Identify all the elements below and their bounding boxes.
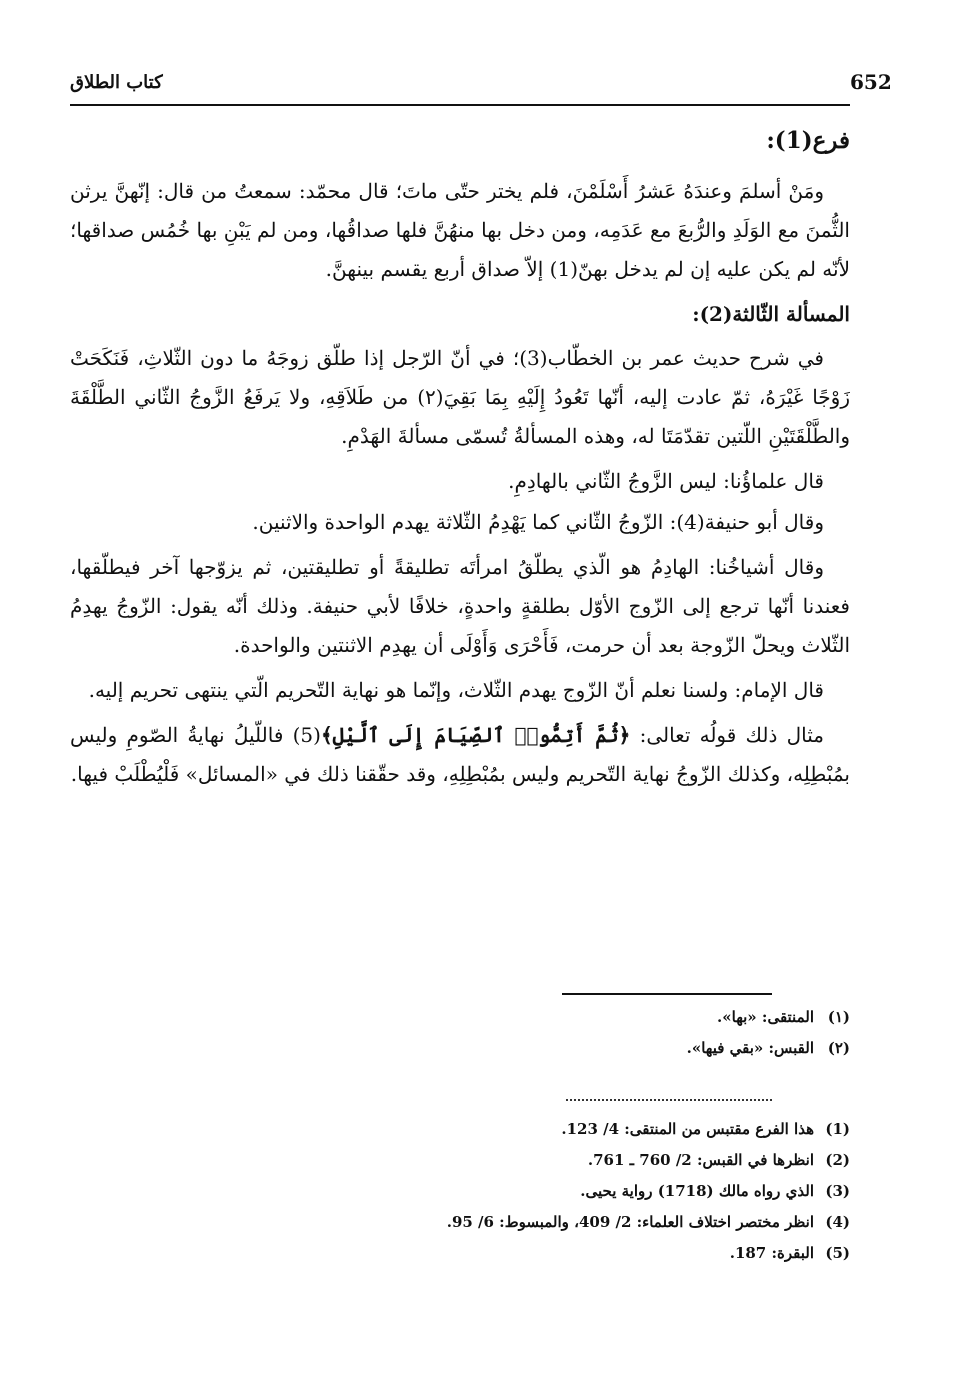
footnote-row — [70, 1244, 850, 1275]
footnote-number: (١) — [827, 1008, 850, 1026]
paragraph-7-start: مثال ذلك قولُه تعالى: — [630, 723, 824, 747]
footnote-text: هذا الفرع مقتبس من المنتقى: 4/ 123. — [561, 1120, 814, 1138]
footnote-number: (1) — [825, 1120, 850, 1138]
footnote-dotted-rule — [566, 1099, 772, 1101]
paragraph-7-end: (5) فاللّيلُ نهايةُ الصّومِ وليس بمُبْطِلِه، وكذلك الزّوجُ نهاية التّحريم وليس بمُبْطِلِهِ، وقد حقّقنا ذلك في «المسائل» فَلْيُطْلَبْ فيها. — [70, 723, 850, 786]
footnote-row — [70, 1213, 850, 1244]
footnote-text: الذي رواه مالك (1718) رواية يحيى. — [580, 1182, 814, 1200]
section-heading-far: فرع(1): — [766, 127, 850, 154]
footnote-row — [70, 1151, 850, 1182]
header-rule — [70, 104, 850, 106]
footnote-number: (2) — [825, 1151, 850, 1169]
footnote-row — [70, 1182, 850, 1213]
running-title: كتاب الطلاق — [70, 72, 163, 93]
section-heading-masala: المسألة الثّالثة(2): — [692, 302, 850, 326]
footnote-text: البقرة: 187. — [729, 1244, 814, 1262]
paragraph-2: في شرح حديث عمر بن الخطّاب(3)؛ في أنّ الرّجل إذا طلّق زوجَهُ ما دون الثّلاثِ، فَنَكَحَتْ زَوْجًا غَيْرَهُ، ثمّ عادت إليه، أنّها تَعُودُ إِلَيْهِ بِمَا بَقِيَ(٢) من طَلاَقِهِ، ولا يَرفَعُ الزَّوجُ الثّاني الطَّلْقَةَ والطَّلْقَتَيْنِ اللّتين تقدّمَتَا له، وهذه المسألةُ تُسمّى مسألةَ الهَدْمِ. — [70, 346, 850, 448]
footnote-number: (5) — [825, 1244, 850, 1262]
footnote-row — [70, 1008, 850, 1039]
footnote-number: (٢) — [827, 1039, 850, 1057]
paragraph-3: قال علماؤُنا: ليس الزَّوجُ الثّاني بالهادِمِ. — [508, 469, 824, 493]
main-text — [70, 118, 850, 800]
footnote-text: المنتقى: «بها». — [717, 1008, 814, 1026]
page-number: 652 — [850, 70, 892, 94]
footnotes-editor — [70, 1120, 850, 1275]
paragraph-4: وقال أبو حنيفة(4): الزّوجُ الثّاني كما يَهْدِمُ الثّلاثة يهدم الواحدة والاثنين. — [252, 510, 824, 534]
paragraph-7 — [70, 716, 850, 794]
footnote-row — [70, 1039, 850, 1070]
paragraph-1: ومَنْ أسلمَ وعندَهُ عَشرُ أَسْلَمْنَ، فلم يختر حتّى ماتَ؛ قال محمّد: سمعتُ من قال: إنّهنَّ يرثن الثُّمنَ مع الوَلَدِ والرُّبعَ مع عَدَمِه، ومن دخل بها منهُنَّ فلها صداقُها، ومن لم يَبْنِ بها خُمُس صداقها؛ لأنّه لم يكن عليه إن لم يدخل بهنّ(1) إلاّ صداق أربع يقسم بينهنَّ. — [70, 179, 850, 281]
footnotes-manuscript — [70, 1008, 850, 1070]
paragraph-5: وقال أشياخُنا: الهادِمُ هو الّذي يطلّقُ امرأتَه تطليقةً أو تطليقتين، ثم يزوّجها آخر فيطلّقها، فعندنا أنّها ترجع إلى الزّوج الأوّل بطلقةٍ واحدةٍ، خلافًا لأبي حنيفة. وذلك أنّه يقول: الزّوجُ يهدِمُ الثّلاث ويحلّ الزّوجة بعد أن حرمت، فَأَحْرَى وَأَوْلَى أن يهدِم الاثنتين والواحدة. — [70, 555, 850, 657]
footnote-number: (3) — [825, 1182, 850, 1200]
footnote-text: انظر مختصر اختلاف العلماء: 2/ 409، والمبسوط: 6/ 95. — [446, 1213, 814, 1231]
paragraph-6: قال الإمام: ولسنا نعلم أنّ الزّوج يهدم الثّلاث، وإنّما هو نهاية التّحريم الّتي ينتهى تحريم إليه. — [88, 678, 824, 702]
footnote-number: (4) — [825, 1213, 850, 1231]
footnote-text: القبس: «بقي فيها». — [686, 1039, 814, 1057]
footnote-row — [70, 1120, 850, 1151]
footnote-text: انظرها في القبس: 2/ 760 ـ 761. — [587, 1151, 814, 1169]
footnote-rule — [562, 993, 772, 995]
quran-verse: ﴿ثُمَّ أَتِمُّوا۟ ٱلصِّيَامَ إِلَى ٱلَّيْلِ﴾ — [320, 723, 631, 747]
page-header — [70, 70, 892, 106]
